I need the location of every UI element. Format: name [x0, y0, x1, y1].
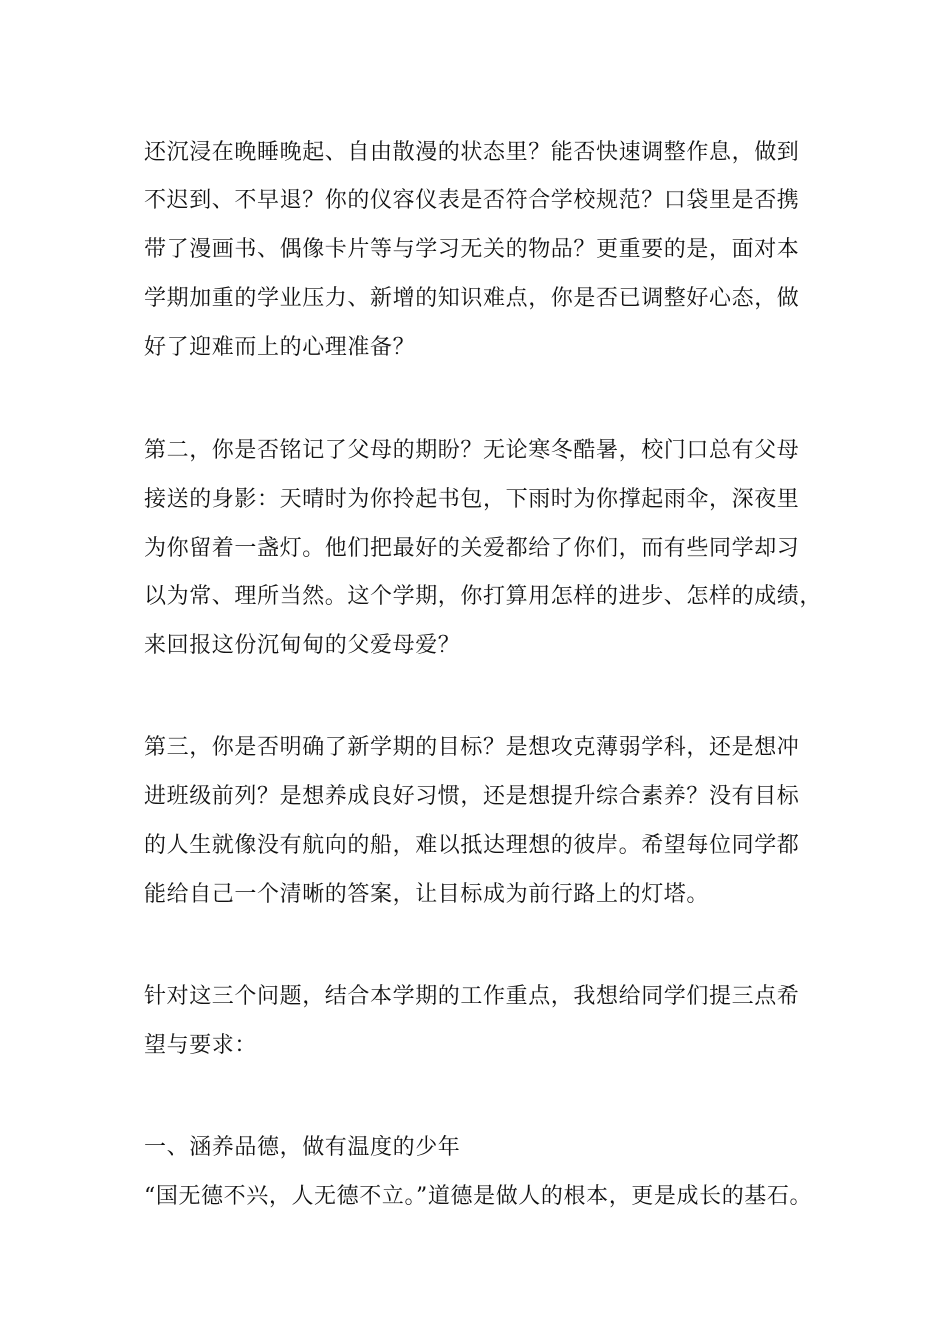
- paragraph-4-line-1: 针对这三个问题，结合本学期的工作重点，我想给同学们提三点希: [144, 984, 800, 1009]
- paragraph-2-line-2: 接送的身影：天晴时为你拎起书包，下雨时为你撑起雨伞，深夜里: [144, 487, 800, 512]
- quote-line: “国无德不兴，人无德不立。”道德是做人的根本，更是成长的基石。: [144, 1184, 813, 1209]
- paragraph-4-line-2: 望与要求：: [144, 1033, 258, 1058]
- paragraph-2-line-1: 第二，你是否铭记了父母的期盼？无论寒冬酷暑，校门口总有父母: [144, 438, 800, 463]
- paragraph-3-line-2: 进班级前列？是想养成良好习惯，还是想提升综合素养？没有目标: [144, 784, 800, 809]
- paragraph-3-line-1: 第三，你是否明确了新学期的目标？是想攻克薄弱学科，还是想冲: [144, 735, 800, 760]
- paragraph-2-line-3: 为你留着一盏灯。他们把最好的关爱都给了你们，而有些同学却习: [144, 536, 800, 561]
- section-heading-1: 一、涵养品德，做有温度的少年: [144, 1135, 461, 1160]
- paragraph-2-line-4: 以为常、理所当然。这个学期，你打算用怎样的进步、怎样的成绩，: [144, 584, 823, 609]
- paragraph-3-line-3: 的人生就像没有航向的船，难以抵达理想的彼岸。希望每位同学都: [144, 833, 800, 858]
- paragraph-3-line-4: 能给自己一个清晰的答案，让目标成为前行路上的灯塔。: [144, 882, 710, 907]
- paragraph-1-line-4: 学期加重的学业压力、新增的知识难点，你是否已调整好心态，做: [144, 286, 800, 311]
- paragraph-1-line-2: 不迟到、不早退？你的仪容仪表是否符合学校规范？口袋里是否携: [144, 188, 800, 213]
- paragraph-1-line-1: 还沉浸在晚睡晚起、自由散漫的状态里？能否快速调整作息，做到: [144, 140, 800, 165]
- paragraph-1-line-3: 带了漫画书、偶像卡片等与学习无关的物品？更重要的是，面对本: [144, 237, 800, 262]
- paragraph-1-line-5: 好了迎难而上的心理准备？: [144, 335, 416, 360]
- paragraph-2-line-5: 来回报这份沉甸甸的父爱母爱？: [144, 633, 461, 658]
